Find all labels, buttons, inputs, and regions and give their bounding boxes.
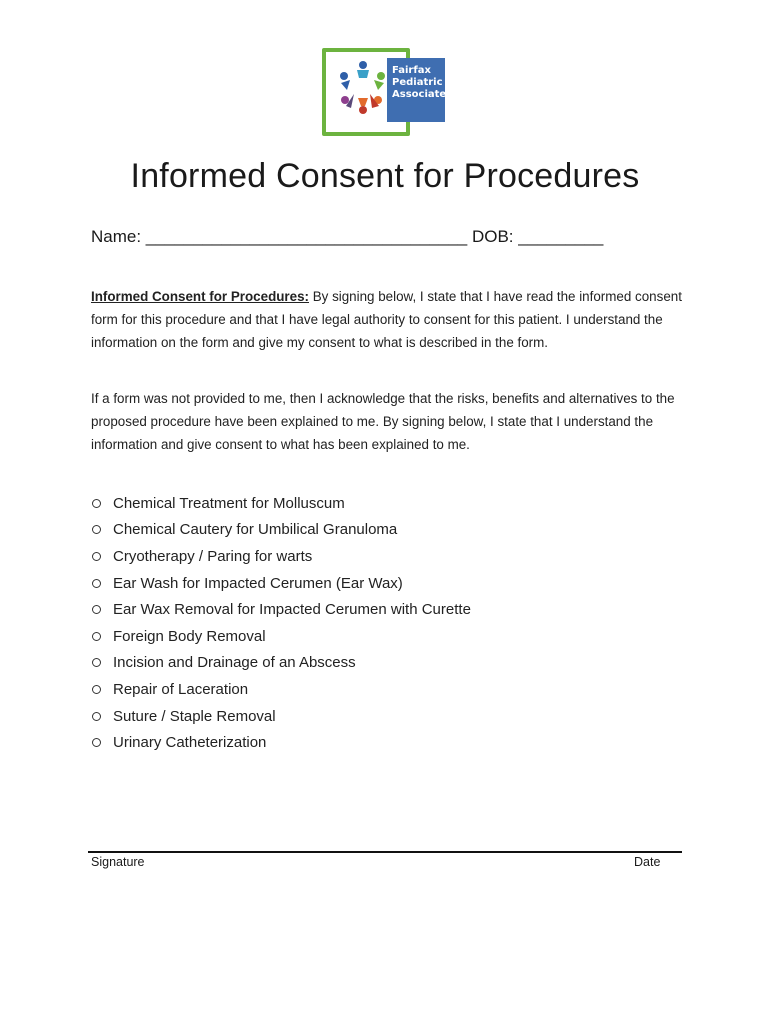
logo-line-1: Fairfax — [392, 65, 431, 76]
procedure-option[interactable] — [91, 517, 471, 544]
procedure-list — [91, 490, 471, 756]
procedure-option[interactable] — [91, 703, 471, 730]
procedure-option[interactable] — [91, 596, 471, 623]
procedure-option[interactable] — [91, 490, 471, 517]
procedure-option[interactable] — [91, 543, 471, 570]
figure-red — [358, 98, 368, 114]
radio-circle-icon[interactable] — [92, 499, 101, 508]
figure-orange — [370, 94, 382, 108]
no-form-paragraph: If a form was not provided to me, then I acknowledge that the risks, benefits and alternatives to the proposed procedure have been explained to me. By signing below, I state that I understand the information and give consent to what has been explained to me. — [91, 391, 675, 452]
radio-circle-icon[interactable] — [92, 605, 101, 614]
procedure-option[interactable] — [91, 729, 471, 756]
procedure-label: Cryotherapy / Paring for warts — [113, 547, 313, 565]
procedure-option[interactable] — [91, 623, 471, 650]
figure-blue — [357, 61, 369, 78]
radio-circle-icon[interactable] — [92, 658, 101, 667]
practice-logo — [320, 46, 453, 136]
procedure-label: Suture / Staple Removal — [113, 707, 276, 725]
radio-circle-icon[interactable] — [92, 632, 101, 641]
consent-paragraph-lead: Informed Consent for Procedures: — [91, 289, 309, 304]
document-title: Informed Consent for Procedures — [130, 157, 640, 195]
figure-green — [374, 72, 385, 90]
figure-navy — [340, 72, 350, 90]
radio-circle-icon[interactable] — [92, 685, 101, 694]
logo-wordmark — [387, 58, 453, 122]
radio-circle-icon[interactable] — [92, 579, 101, 588]
radio-circle-icon[interactable] — [92, 738, 101, 747]
consent-paragraph — [91, 285, 683, 354]
signature-line[interactable] — [88, 851, 682, 853]
figure-purple — [341, 94, 354, 108]
procedure-label: Foreign Body Removal — [113, 627, 266, 645]
procedure-label: Chemical Treatment for Molluscum — [113, 494, 345, 512]
radio-circle-icon[interactable] — [92, 552, 101, 561]
procedure-label: Ear Wash for Impacted Cerumen (Ear Wax) — [113, 574, 403, 592]
procedure-option[interactable] — [91, 570, 471, 597]
procedure-label: Incision and Drainage of an Abscess — [113, 654, 356, 672]
procedure-label: Ear Wax Removal for Impacted Cerumen with Curette — [113, 601, 471, 619]
procedure-option[interactable] — [91, 650, 471, 677]
logo-line-3: Associates — [392, 89, 453, 100]
radio-circle-icon[interactable] — [92, 712, 101, 721]
procedure-option[interactable] — [91, 676, 471, 703]
radio-circle-icon[interactable] — [92, 525, 101, 534]
name-dob-field[interactable]: Name: __________________________________ DOB: _________ — [91, 227, 604, 246]
procedure-label: Chemical Cautery for Umbilical Granuloma — [113, 521, 398, 539]
procedure-label: Urinary Catheterization — [113, 734, 267, 752]
date-label: Date — [634, 855, 661, 869]
logo-line-2: Pediatric — [392, 77, 443, 88]
procedure-label: Repair of Laceration — [113, 680, 249, 698]
children-figures-icon — [334, 58, 392, 116]
signature-label: Signature — [91, 855, 145, 869]
consent-paragraph-text: By signing below, I state that I have read the informed consent form for this procedure and that I have legal authority to consent for this patient. I understand the information on the form and give my consent to what is described in the form. — [91, 289, 682, 350]
